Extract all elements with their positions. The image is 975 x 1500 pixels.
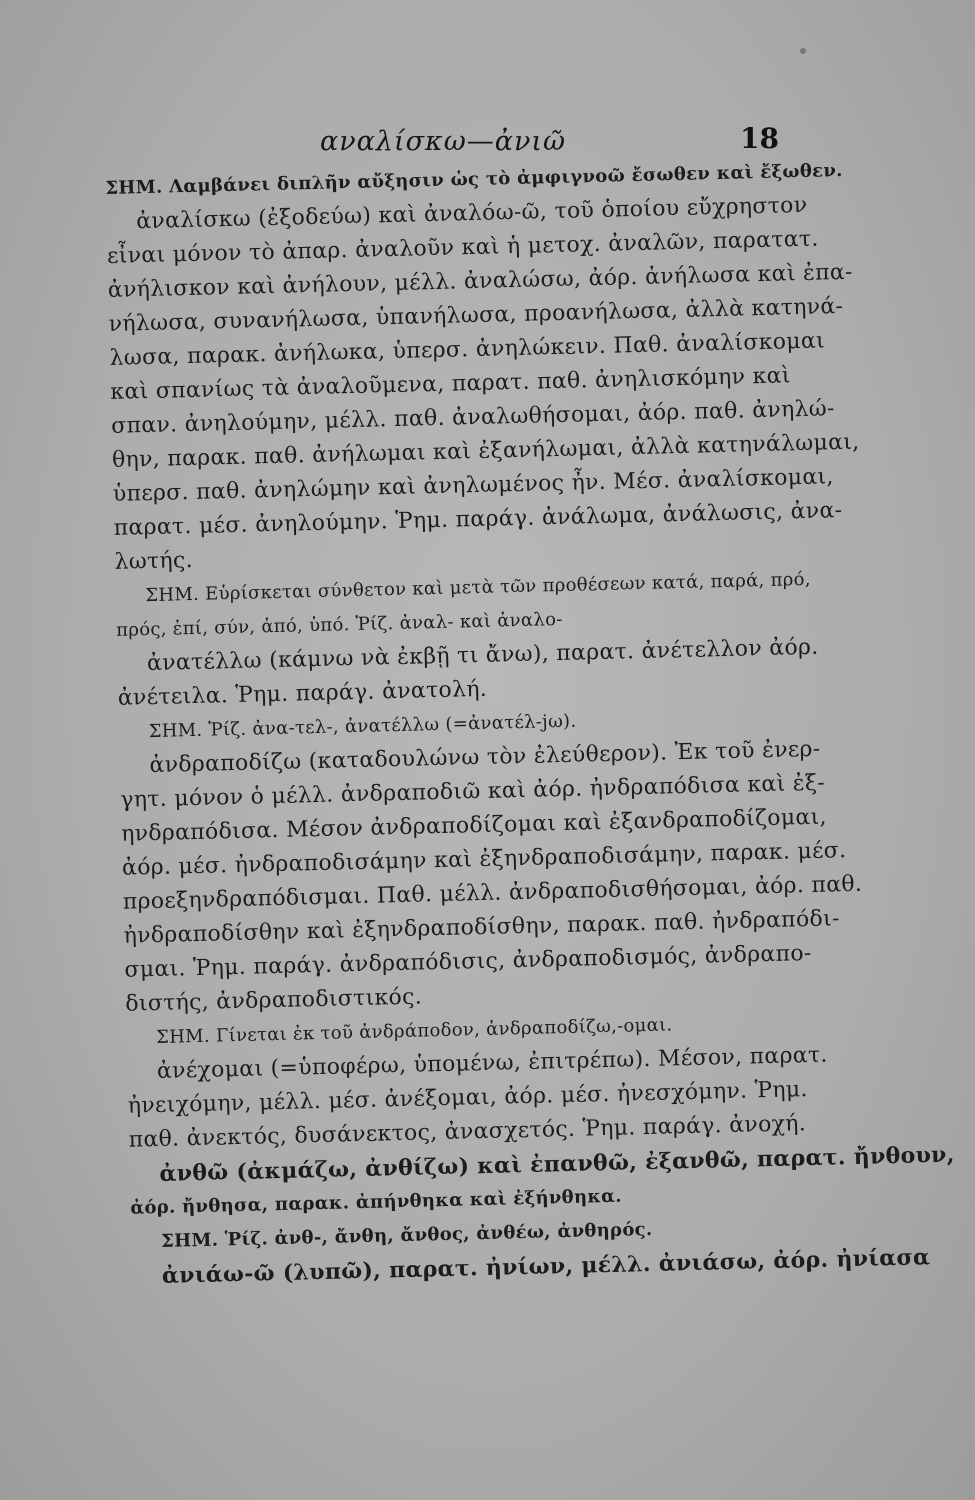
text-line: ΣΗΜ. Ῥίζ. ἀνα-τελ-, ἀνατέλλω (=ἀνατέλ-jω). [148, 710, 577, 743]
text-line: πρός, ἐπί, σύν, ἀπό, ὑπό. Ῥίζ. ἀναλ- καὶ ἀναλο- [115, 608, 563, 641]
text-line: ΣΗΜ. Ῥίζ. ἀνθ-, ἄνθη, ἄνθος, ἀνθέω, ἀνθηρός. [160, 1218, 653, 1252]
text-line: ἠνειχόμην, μέλλ. μέσ. ἀνέξομαι, ἀόρ. μέσ. ἠνεσχόμην. Ῥημ. [127, 1077, 809, 1119]
text-line: ὑπερσ. παθ. ἀνηλώμην καὶ ἀνηλωμένος ἦν. Μέσ. ἀναλίσκομαι, [112, 464, 834, 507]
text-line: ἀναλίσκω (ἐξοδεύω) καὶ ἀναλόω-ῶ, τοῦ ὁποίου εὔχρηστον [135, 192, 808, 235]
text-line: ἀνδραποδίζω (καταδουλώνω τὸν ἐλεύθερον). Ἐκ τοῦ ἐνερ- [149, 736, 821, 779]
body-text [105, 155, 955, 1294]
text-line: νήλωσα, συνανήλωσα, ὑπανήλωσα, προανήλωσα, ἀλλὰ κατηνά- [108, 294, 844, 337]
ink-spot [800, 48, 806, 54]
text-line: ἀνατέλλω (κάμνω νὰ ἐκβῇ τι ἄνω), παρατ. ἀνέτελλον ἀόρ. [146, 634, 819, 677]
text-line: εἶναι μόνον τὸ ἀπαρ. ἀναλοῦν καὶ ἡ μετοχ. ἀναλῶν, παρατατ. [106, 226, 819, 269]
text-line: λωσα, παρακ. ἀνήλωκα, ὑπερσ. ἀνηλώκειν. Παθ. ἀναλίσκομαι [109, 328, 826, 371]
text-line: ἠνδραποδίσθην καὶ ἐξηνδραποδίσθην, παρακ. παθ. ἠνδραπόδι- [123, 906, 840, 949]
text-line: καὶ σπανίως τὰ ἀναλοῦμενα, παρατ. παθ. ἀνηλισκόμην καὶ [110, 363, 791, 405]
text-line: θην, παρακ. παθ. ἀνήλωμαι καὶ ἐξανήλωμαι, ἀλλὰ κατηνάλωμαι, [111, 429, 860, 473]
text-line: ἀνήλισκον καὶ ἀνήλουν, μέλλ. ἀναλώσω, ἀόρ. ἀνήλωσα καὶ ἐπα- [107, 259, 854, 303]
text-line: ἀνέτειλα. Ῥημ. παράγ. ἀνατολή. [117, 676, 488, 711]
text-line: ἀόρ. μέσ. ἠνδραποδισάμην καὶ ἐξηνδραποδισάμην, παρακ. μέσ. [121, 838, 847, 881]
page-header [0, 120, 975, 160]
text-line: ηνδραπόδισα. Μέσον ἀνδραποδίζομαι καὶ ἐξανδραποδίζομαι, [120, 804, 828, 847]
page-number: 18 [740, 122, 779, 155]
running-head: αναλίσκω—ἀνιῶ [320, 126, 566, 157]
text-line: γητ. μόνον ὁ μέλλ. ἀνδραποδιῶ καὶ ἀόρ. ἠνδραπόδισα καὶ ἐξ- [120, 770, 826, 813]
text-line: σμαι. Ῥημ. παράγ. ἀνδραπόδισις, ἀνδραποδισμός, ἀνδραπο- [124, 940, 812, 983]
text-line: παρατ. μέσ. ἀνηλούμην. Ῥημ. παράγ. ἀνάλωμα, ἀνάλωσις, ἀνα- [113, 498, 843, 541]
text-line: ΣΗΜ. Γίνεται ἐκ τοῦ ἀνδράποδον, ἀνδραποδίζω,-ομαι. [155, 1014, 673, 1049]
text-line: ἀνθῶ (ἀκμάζω, ἀνθίζω) καὶ ἐπανθῶ, ἐξανθῶ, παρατ. ἤνθουν, [159, 1141, 955, 1187]
text-line: ἀνιάω-ῶ (λυπῶ), παρατ. ἠνίων, μέλλ. ἀνιάσω, ἀόρ. ἠνίασα [161, 1244, 931, 1289]
text-line: παθ. ἀνεκτός, δυσάνεκτος, ἀνασχετός. Ῥημ. παράγ. ἀνοχή. [128, 1111, 807, 1153]
text-line: ἀόρ. ἤνθησα, παρακ. ἀπήνθηκα καὶ ἐξήνθηκα. [130, 1185, 623, 1219]
text-line: λωτής. [114, 547, 194, 575]
text-line: διστής, ἀνδραποδιστικός. [125, 984, 423, 1017]
text-line: προεξηνδραπόδισμαι. Παθ. μέλλ. ἀνδραποδισθήσομαι, ἀόρ. παθ. [122, 871, 863, 915]
text-line: ἀνέχομαι (=ὑποφέρω, ὑπομένω, ἐπιτρέπω). Μέσον, παρατ. [156, 1042, 828, 1084]
text-line: σπαν. ἀνηλούμην, μέλλ. παθ. ἀναλωθήσομαι, ἀόρ. παθ. ἀνηλώ- [110, 396, 836, 439]
text-line: ΣΗΜ. Λαμβάνει διπλῆν αὔξησιν ὡς τὸ ἀμφιγνοῶ ἔσωθεν καὶ ἔξωθεν. [105, 159, 844, 199]
text-line: ΣΗΜ. Εὑρίσκεται σύνθετον καὶ μετὰ τῶν προθέσεων κατά, παρά, πρό, [145, 568, 811, 607]
